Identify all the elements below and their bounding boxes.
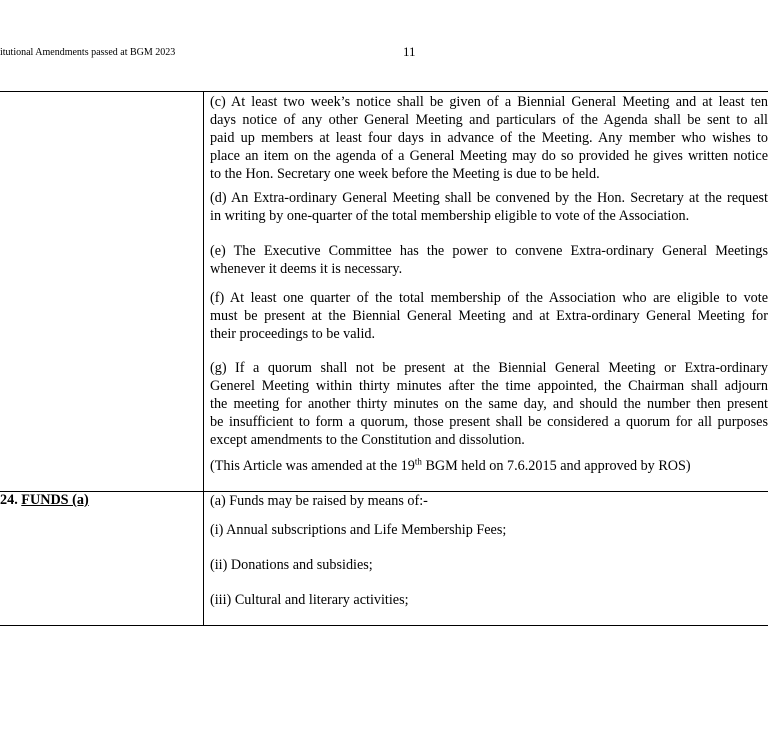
running-header-title: itutional Amendments passed at BGM 2023 xyxy=(0,47,176,58)
article-23-para-d: (d) An Extra-ordinary General Meeting shall be convened by the Hon. Secretary at the request in writing by one-quarter of the total membership eligible to vote of the Association. xyxy=(210,190,768,224)
article-24-item-iii: (iii) Cultural and literary activities; xyxy=(210,592,409,608)
article-23-para-e: (e) The Executive Committee has the power to convene Extra-ordinary General Meetings whenever it deems it is necessary. xyxy=(210,243,768,277)
article-23-para-g: (g) If a quorum shall not be present at the Biennial General Meeting or Extra-ordinary Generel Meeting within thirty minutes after the time appointed, the Chairman shall adjourn the meeting for another thirty minutes on the same day, and should the number then present be insufficient to form a quorum, those present shall be considered a quorum for all purposes except amendments to the Constitution and dissolution. xyxy=(210,360,768,448)
table-column-divider xyxy=(203,91,204,625)
article-23-para-c: (c) At least two week’s notice shall be given of a Biennial General Meeting and at least ten days notice of any other General Meeting and particulars of the Agenda shall be sent to all paid up members at least four days in advance of the Meeting. Any member who wishes to place an item on the agenda of a General Meeting may do so provided he gives written notice to the Hon. Secretary one week before the Meeting is due to be held. xyxy=(210,94,768,182)
page-number: 11 xyxy=(403,44,416,59)
table-bottom-border xyxy=(0,625,768,626)
article-23-amendment-note: (This Article was amended at the 19th BGM held on 7.6.2015 and approved by ROS) xyxy=(210,456,691,474)
article-23-para-f: (f) At least one quarter of the total membership of the Association who are eligible to vote must be present at the Biennial General Meeting and at Extra-ordinary General Meeting for their proceedings to be valid. xyxy=(210,290,768,342)
table-top-border xyxy=(0,91,768,92)
article-24-item-i: (i) Annual subscriptions and Life Membership Fees; xyxy=(210,522,507,538)
article-24-item-ii: (ii) Donations and subsidies; xyxy=(210,557,373,573)
article-24-heading: 24. FUNDS (a) xyxy=(0,492,89,508)
article-24-item-a: (a) Funds may be raised by means of:- xyxy=(210,493,428,509)
